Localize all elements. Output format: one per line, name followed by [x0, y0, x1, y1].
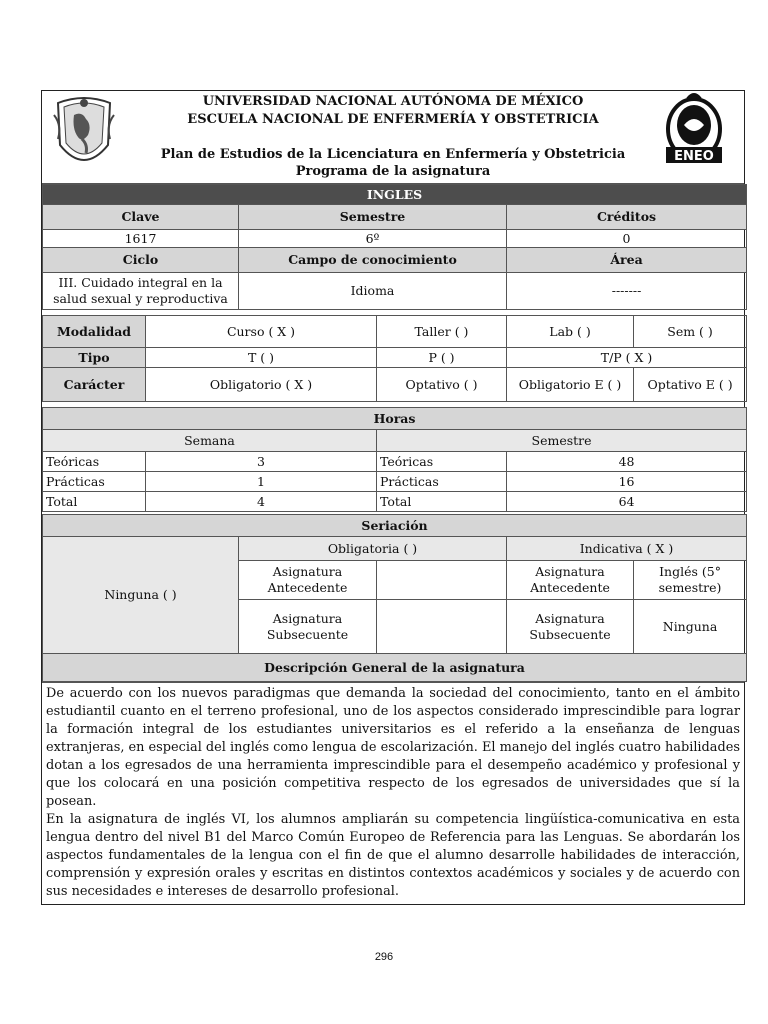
horas-title: Horas	[43, 408, 747, 430]
descripcion-title: Descripción General de la asignatura	[43, 654, 747, 682]
semana-header: Semana	[43, 430, 377, 452]
program-sheet	[41, 90, 745, 905]
university-name: UNIVERSIDAD NACIONAL AUTÓNOMA DE MÉXICO	[202, 94, 584, 109]
descripcion-paragraph: En la asignatura de inglés VI, los alumnos ampliarán su competencia lingüística-comunicativa en esta lengua dentro del nivel B1 del Marco Común Europeo de Referencia para las Lenguas. Se abordarán los aspectos fundamentales de la lengua con el fin de que el alumno desarrolle habilidades de interacción, comprensión y expresión orales y escritas en distintos contextos académicos y sociales y de acuerdo con sus necesidades e intereses de desarrollo profesional.	[46, 812, 740, 899]
caracter-optativo-e: Optativo E ( )	[634, 368, 747, 402]
tipo-label: Tipo	[43, 348, 146, 368]
seriacion-obligatoria: Obligatoria ( )	[239, 537, 507, 561]
modalidad-sem: Sem ( )	[634, 316, 747, 348]
ind-antecedente-label: Asignatura Antecedente	[507, 561, 634, 600]
hours-row-label: Total	[43, 492, 146, 512]
tipo-p: P ( )	[377, 348, 507, 368]
semestre-hours-header: Semestre	[377, 430, 747, 452]
subject-table	[42, 184, 747, 682]
hours-semana-value: 1	[146, 472, 377, 492]
modalidad-taller: Taller ( )	[377, 316, 507, 348]
clave-header: Clave	[43, 205, 239, 230]
modalidad-label: Modalidad	[43, 316, 146, 348]
campo-header: Campo de conocimiento	[239, 248, 507, 273]
ind-antecedente-value: Inglés (5° semestre)	[634, 561, 747, 600]
caracter-optativo: Optativo ( )	[377, 368, 507, 402]
subject-name: INGLES	[43, 185, 747, 205]
hours-semestre-value: 64	[507, 492, 747, 512]
descripcion-paragraph: De acuerdo con los nuevos paradigmas que demanda la sociedad del conocimiento, tanto en el ámbito estudiantil cuanto en el terreno profesional, uno de los aspectos considerado imprescindible para lograr la formación integral de los estudiantes universitarios es el referido a la enseñanza de lenguas extranjeras, en especial del inglés como lengua de escolarización. El manejo del inglés cuatro habilidades dotan a los egresados de una herramienta imprescindible para el desempeño académico y profesional y que los colocará en una posición competitiva respecto de los egresados de universidades que sí la posean.	[46, 686, 740, 809]
oblig-antecedente-label: Asignatura Antecedente	[239, 561, 377, 600]
hours-row-label: Prácticas	[43, 472, 146, 492]
creditos-value: 0	[507, 230, 747, 248]
caracter-label: Carácter	[43, 368, 146, 402]
seriacion-indicativa: Indicativa ( X )	[507, 537, 747, 561]
caracter-obligatorio-e: Obligatorio E ( )	[507, 368, 634, 402]
clave-value: 1617	[43, 230, 239, 248]
ind-subsecuente-value: Ninguna	[634, 600, 747, 654]
school-name: ESCUELA NACIONAL DE ENFERMERÍA Y OBSTETRICIA	[187, 112, 599, 127]
hours-row-label: Total	[377, 492, 507, 512]
area-header: Área	[507, 248, 747, 273]
tipo-t: T ( )	[146, 348, 377, 368]
ind-subsecuente-label: Asignatura Subsecuente	[507, 600, 634, 654]
hours-semestre-value: 16	[507, 472, 747, 492]
creditos-header: Créditos	[507, 205, 747, 230]
page-number: 296	[374, 951, 394, 963]
plan-title: Plan de Estudios de la Licenciatura en Enfermería y Obstetricia	[160, 147, 626, 162]
hours-semana-value: 4	[146, 492, 377, 512]
hours-semana-value: 3	[146, 452, 377, 472]
campo-value: Idioma	[239, 273, 507, 310]
hours-row-label: Teóricas	[377, 452, 507, 472]
semestre-header: Semestre	[239, 205, 507, 230]
seriacion-title: Seriación	[43, 515, 747, 537]
eneo-logo-icon	[662, 91, 726, 165]
modalidad-curso: Curso ( X )	[146, 316, 377, 348]
hours-semestre-value: 48	[507, 452, 747, 472]
ciclo-value: III. Cuidado integral en la salud sexual y reproductiva	[43, 273, 239, 310]
oblig-subsecuente-value	[377, 600, 507, 654]
hours-row-label: Teóricas	[43, 452, 146, 472]
descripcion-body	[42, 682, 744, 904]
modalidad-lab: Lab ( )	[507, 316, 634, 348]
oblig-subsecuente-label: Asignatura Subsecuente	[239, 600, 377, 654]
tipo-tp: T/P ( X )	[507, 348, 747, 368]
ciclo-header: Ciclo	[43, 248, 239, 273]
eneo-logo-text: ENEO	[674, 149, 714, 164]
caracter-obligatorio: Obligatorio ( X )	[146, 368, 377, 402]
semestre-value: 6º	[239, 230, 507, 248]
area-value: -------	[507, 273, 747, 310]
oblig-antecedente-value	[377, 561, 507, 600]
hours-row-label: Prácticas	[377, 472, 507, 492]
seriacion-ninguna: Ninguna ( )	[43, 537, 239, 654]
document-header	[42, 91, 744, 184]
program-title: Programa de la asignatura	[295, 164, 491, 179]
